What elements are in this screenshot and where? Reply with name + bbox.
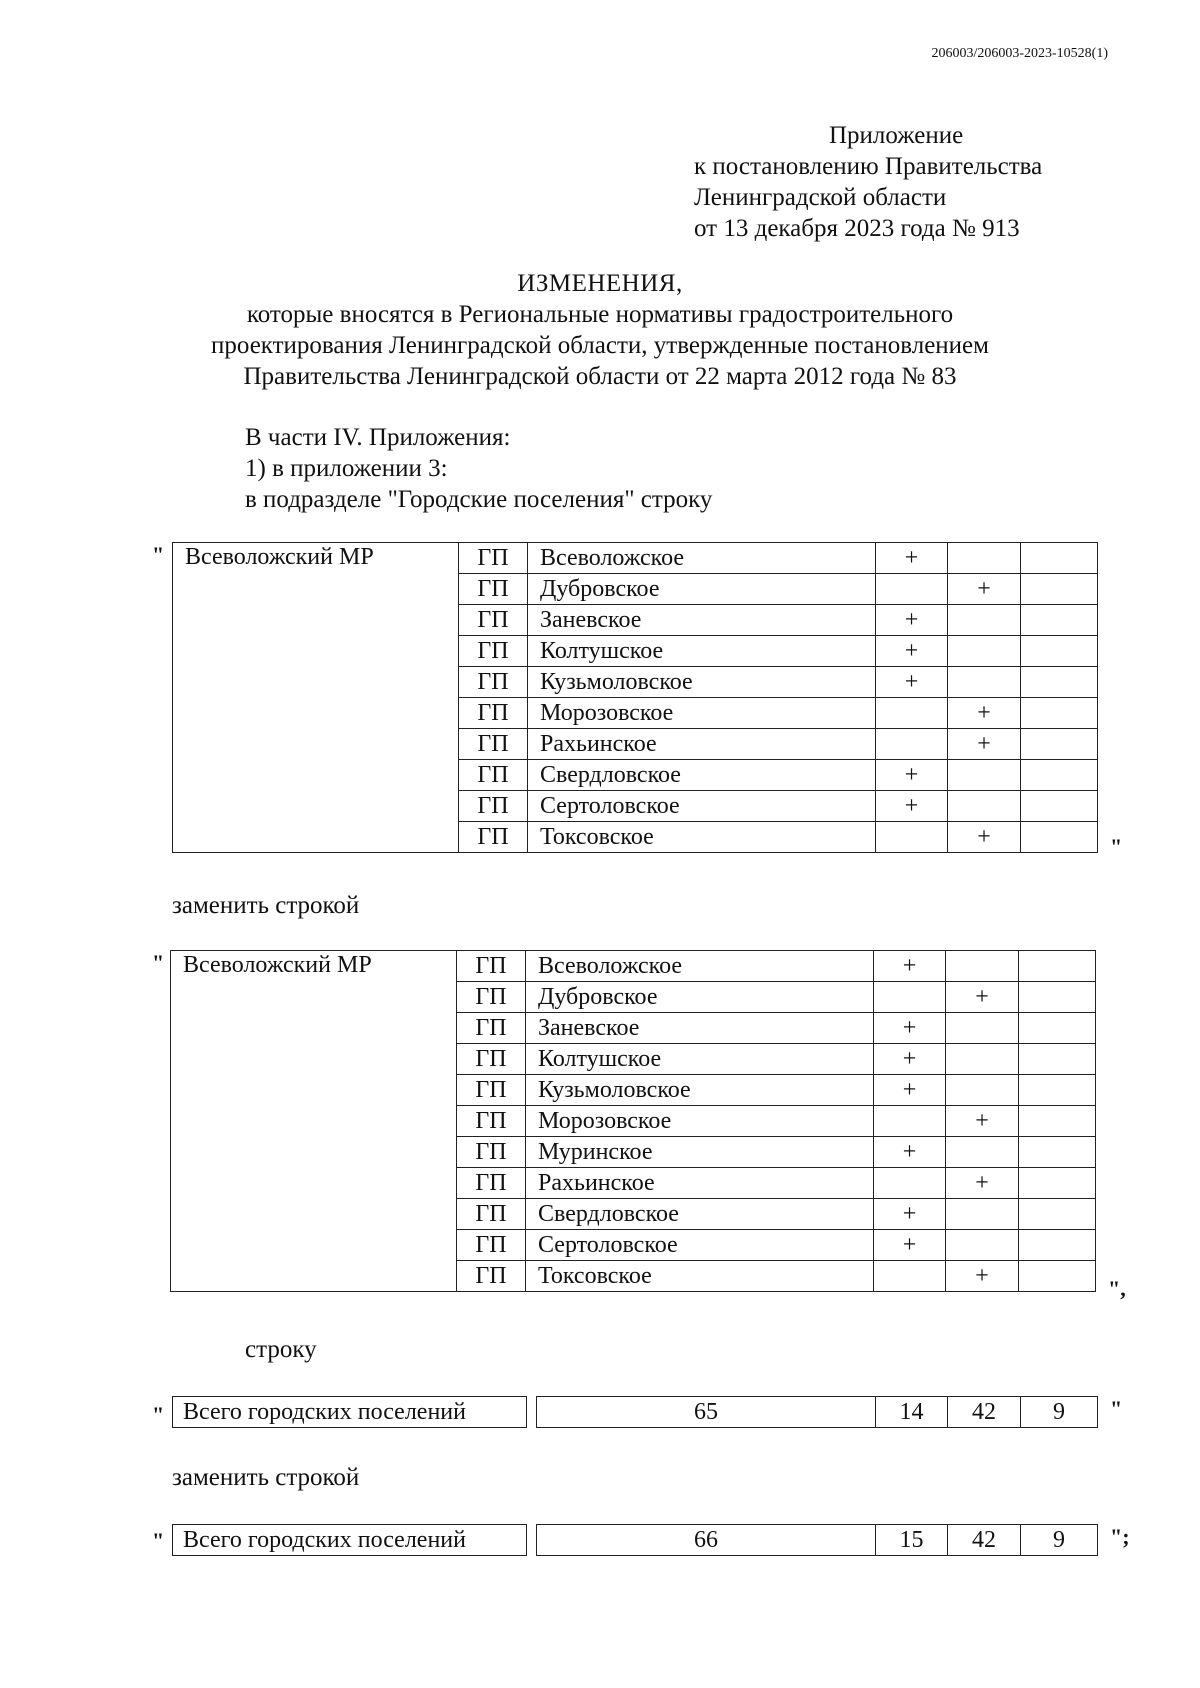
- mark-col-2: [948, 667, 1021, 698]
- settlement-name: Муринское: [526, 1137, 874, 1168]
- mark-col-3: [1019, 951, 1096, 982]
- mark-col-2: +: [946, 1106, 1019, 1137]
- table-row: [171, 951, 1096, 982]
- settlement-name: Токсовское: [528, 822, 876, 853]
- mark-col-2: [946, 1137, 1019, 1168]
- old-settlements-table: [172, 542, 1098, 853]
- settlement-type: ГП: [457, 982, 526, 1013]
- mark-col-2: [946, 951, 1019, 982]
- mark-col-2: [946, 1013, 1019, 1044]
- total-col-1: 15: [876, 1525, 948, 1556]
- open-quote: ": [152, 950, 165, 975]
- settlement-name: Колтушское: [528, 636, 876, 667]
- district-cell: Всеволожский МР: [171, 951, 457, 1292]
- intro-line-1: В части IV. Приложения:: [245, 424, 511, 451]
- mark-col-2: +: [946, 982, 1019, 1013]
- settlement-name: Колтушское: [526, 1044, 874, 1075]
- settlement-type: ГП: [457, 1013, 526, 1044]
- appendix-line-1: Приложение: [829, 122, 964, 149]
- close-quote: ": [1110, 1396, 1123, 1421]
- mark-col-1: +: [876, 791, 948, 822]
- title-line-2: проектирования Ленинградской области, утвержденные постановлением: [211, 332, 989, 359]
- settlement-name: Сертоловское: [526, 1230, 874, 1261]
- mark-col-2: +: [948, 698, 1021, 729]
- mark-col-1: +: [876, 636, 948, 667]
- total-col-2: 42: [948, 1525, 1021, 1556]
- mark-col-2: [946, 1230, 1019, 1261]
- mark-col-3: [1021, 729, 1098, 760]
- mark-col-1: +: [874, 1137, 946, 1168]
- mark-col-3: [1021, 760, 1098, 791]
- settlement-name: Всеволожское: [526, 951, 874, 982]
- mark-col-2: [948, 791, 1021, 822]
- mark-col-1: +: [874, 1230, 946, 1261]
- settlement-type: ГП: [459, 636, 528, 667]
- old-total-row: [172, 1396, 1098, 1428]
- settlement-name: Рахьинское: [528, 729, 876, 760]
- settlement-name: Сертоловское: [528, 791, 876, 822]
- mark-col-2: [946, 1075, 1019, 1106]
- settlement-name: Морозовское: [526, 1106, 874, 1137]
- mark-col-3: [1019, 1075, 1096, 1106]
- settlement-name: Дубровское: [528, 574, 876, 605]
- mark-col-2: [948, 605, 1021, 636]
- settlement-type: ГП: [459, 729, 528, 760]
- mark-col-3: [1021, 636, 1098, 667]
- settlement-type: ГП: [459, 760, 528, 791]
- mark-col-1: [874, 1261, 946, 1292]
- mark-col-1: [876, 729, 948, 760]
- mark-col-1: +: [874, 951, 946, 982]
- mark-col-1: [874, 1168, 946, 1199]
- title-line-1: которые вносятся в Региональные нормативы градостроительного: [246, 301, 954, 328]
- appendix-line-4: от 13 декабря 2023 года № 913: [694, 215, 1020, 242]
- mark-col-1: +: [874, 1013, 946, 1044]
- mark-col-3: [1019, 982, 1096, 1013]
- settlement-type: ГП: [457, 1106, 526, 1137]
- settlement-type: ГП: [457, 1044, 526, 1075]
- settlement-type: ГП: [457, 1075, 526, 1106]
- mark-col-3: [1021, 791, 1098, 822]
- replace-text: заменить строкой: [172, 1464, 360, 1491]
- settlement-name: Дубровское: [526, 982, 874, 1013]
- settlement-type: ГП: [459, 667, 528, 698]
- appendix-line-3: Ленинградской области: [694, 184, 947, 211]
- settlement-type: ГП: [459, 543, 528, 574]
- open-quote: ": [152, 542, 165, 567]
- title-line-3: Правительства Ленинградской области от 22 марта 2012 года № 83: [243, 363, 957, 390]
- replace-text: заменить строкой: [172, 892, 360, 919]
- mark-col-3: [1021, 574, 1098, 605]
- close-quote: ": [1110, 834, 1123, 859]
- settlement-type: ГП: [457, 1230, 526, 1261]
- table-row: [173, 543, 1098, 574]
- district-cell: Всеволожский МР: [173, 543, 459, 853]
- new-settlements-table: [170, 950, 1096, 1292]
- settlement-name: Кузьмоловское: [528, 667, 876, 698]
- settlement-name: Кузьмоловское: [526, 1075, 874, 1106]
- open-quote: ": [152, 1402, 165, 1427]
- total-label: Всего городских поселений: [173, 1525, 527, 1556]
- settlement-type: ГП: [459, 698, 528, 729]
- mark-col-2: [948, 636, 1021, 667]
- document-number: 206003/206003-2023-10528(1): [931, 46, 1108, 61]
- mark-col-3: [1021, 543, 1098, 574]
- settlement-type: ГП: [459, 574, 528, 605]
- total-col-1: 14: [876, 1397, 948, 1428]
- mark-col-3: [1019, 1106, 1096, 1137]
- intro-line-2: 1) в приложении 3:: [245, 455, 448, 482]
- settlement-type: ГП: [457, 1261, 526, 1292]
- settlement-name: Заневское: [528, 605, 876, 636]
- total-col-2: 42: [948, 1397, 1021, 1428]
- total-count: 65: [537, 1397, 876, 1428]
- mark-col-3: [1021, 667, 1098, 698]
- total-col-3: 9: [1021, 1525, 1098, 1556]
- intro-line-3: в подразделе "Городские поселения" строку: [245, 486, 713, 513]
- mark-col-3: [1021, 822, 1098, 853]
- document-title: [0, 268, 1200, 392]
- open-quote: ": [152, 1528, 165, 1553]
- title-heading: ИЗМЕНЕНИЯ,: [517, 270, 683, 297]
- settlement-type: ГП: [457, 951, 526, 982]
- mark-col-3: [1019, 1199, 1096, 1230]
- mark-col-2: [948, 543, 1021, 574]
- close-quote: ";: [1110, 1524, 1130, 1549]
- settlement-type: ГП: [457, 1199, 526, 1230]
- mark-col-3: [1019, 1137, 1096, 1168]
- settlement-type: ГП: [457, 1137, 526, 1168]
- settlement-type: ГП: [459, 791, 528, 822]
- appendix-line-2: к постановлению Правительства: [694, 153, 1043, 180]
- close-quote: ",: [1108, 1276, 1126, 1301]
- total-count: 66: [537, 1525, 876, 1556]
- mark-col-1: +: [874, 1199, 946, 1230]
- mark-col-3: [1021, 605, 1098, 636]
- mark-col-1: [874, 982, 946, 1013]
- intro-block: [245, 422, 712, 515]
- mark-col-1: +: [874, 1075, 946, 1106]
- settlement-name: Рахьинское: [526, 1168, 874, 1199]
- mark-col-1: +: [874, 1044, 946, 1075]
- mark-col-3: [1021, 698, 1098, 729]
- mark-col-1: [876, 822, 948, 853]
- settlement-name: Свердловское: [528, 760, 876, 791]
- mark-col-3: [1019, 1044, 1096, 1075]
- appendix-block: [694, 120, 1042, 244]
- mark-col-2: +: [946, 1261, 1019, 1292]
- settlement-name: Всеволожское: [528, 543, 876, 574]
- mark-col-3: [1019, 1261, 1096, 1292]
- mark-col-2: [946, 1044, 1019, 1075]
- mark-col-2: [948, 760, 1021, 791]
- settlement-name: Морозовское: [528, 698, 876, 729]
- mark-col-1: +: [876, 543, 948, 574]
- mark-col-3: [1019, 1230, 1096, 1261]
- row-text: строку: [245, 1336, 317, 1363]
- mark-col-2: [946, 1199, 1019, 1230]
- mark-col-2: +: [948, 822, 1021, 853]
- settlement-type: ГП: [459, 605, 528, 636]
- settlement-type: ГП: [457, 1168, 526, 1199]
- mark-col-2: +: [948, 574, 1021, 605]
- settlement-name: Токсовское: [526, 1261, 874, 1292]
- settlement-type: ГП: [459, 822, 528, 853]
- new-total-row: [172, 1524, 1098, 1556]
- mark-col-1: [876, 698, 948, 729]
- mark-col-3: [1019, 1168, 1096, 1199]
- settlement-name: Заневское: [526, 1013, 874, 1044]
- mark-col-1: +: [876, 605, 948, 636]
- mark-col-1: [876, 574, 948, 605]
- settlement-name: Свердловское: [526, 1199, 874, 1230]
- mark-col-2: +: [946, 1168, 1019, 1199]
- mark-col-1: +: [876, 760, 948, 791]
- mark-col-1: [874, 1106, 946, 1137]
- total-col-3: 9: [1021, 1397, 1098, 1428]
- mark-col-1: +: [876, 667, 948, 698]
- total-label: Всего городских поселений: [173, 1397, 527, 1428]
- mark-col-3: [1019, 1013, 1096, 1044]
- mark-col-2: +: [948, 729, 1021, 760]
